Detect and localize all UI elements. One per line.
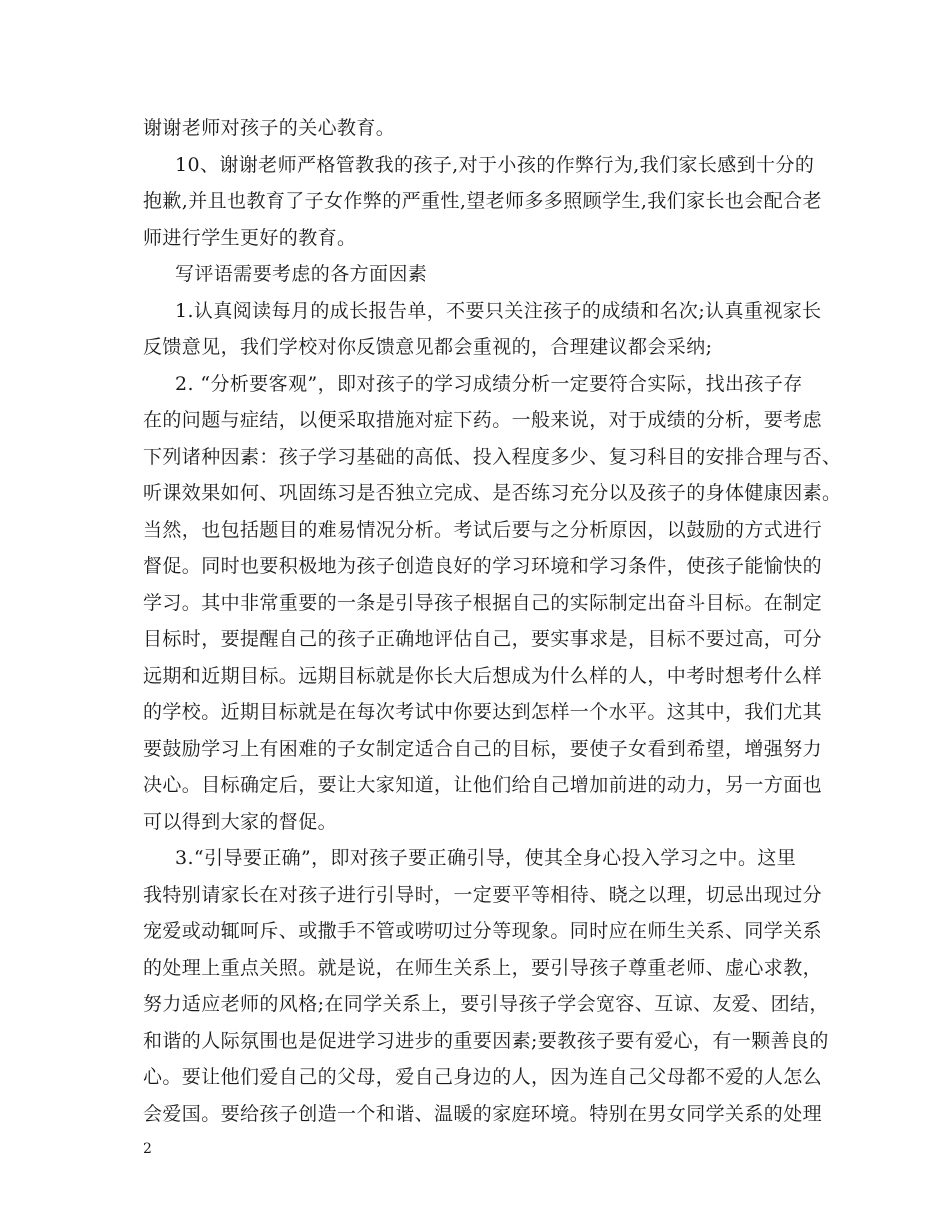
text-line: 3.“引导要正确”，即对孩子要正确引导，使其全身心投入学习之中。这里 <box>175 847 797 869</box>
text-line: 我特别请家长在对孩子进行引导时，一定要平等相待、晓之以理，切忌出现过分 <box>143 884 823 906</box>
text-line: 督促。同时也要积极地为孩子创造良好的学习环境和学习条件，使孩子能愉快的 <box>143 555 823 577</box>
text-line: 远期和近期目标。远期目标就是你长大后想成为什么样的人，中考时想考什么样 <box>143 665 823 687</box>
text-line: 可以得到大家的督促。 <box>143 811 338 833</box>
text-line: 当然，也包括题目的难易情况分析。考试后要与之分析原因，以鼓励的方式进行 <box>143 519 823 541</box>
text-line: 学习。其中非常重要的一条是引导孩子根据自己的实际制定出奋斗目标。在制定 <box>143 592 823 614</box>
text-line: 努力适应老师的风格;在同学关系上，要引导孩子学会宽容、互谅、友爱、团结， <box>143 993 829 1015</box>
text-line: 谢谢老师对孩子的关心教育。 <box>143 117 396 139</box>
text-line: 师进行学生更好的教育。 <box>143 227 357 249</box>
text-line: 1.认真阅读每月的成长报告单，不要只关注孩子的成绩和名次;认真重视家长 <box>175 300 822 322</box>
text-line: 的学校。近期目标就是在每次考试中你要达到怎样一个水平。这其中，我们尤其 <box>143 701 823 723</box>
text-line: 10、谢谢老师严格管教我的孩子,对于小孩的作弊行为,我们家长感到十分的 <box>175 154 815 176</box>
text-line: 要鼓励学习上有困难的子女制定适合自己的目标，要使子女看到希望，增强努力 <box>143 738 823 760</box>
text-line: 目标时，要提醒自己的孩子正确地评估自己，要实事求是，目标不要过高，可分 <box>143 628 823 650</box>
text-line: 反馈意见，我们学校对你反馈意见都会重视的，合理建议都会采纳; <box>143 336 713 358</box>
text-line: 和谐的人际氛围也是促进学习进步的重要因素;要教孩子要有爱心，有一颗善良的 <box>143 1030 829 1052</box>
text-line: 会爱国。要给孩子创造一个和谐、温暖的家庭环境。特别在男女同学关系的处理 <box>143 1103 823 1125</box>
text-line: 决心。目标确定后，要让大家知道，让他们给自己增加前进的动力，另一方面也 <box>143 774 823 796</box>
text-line: 下列诸种因素：孩子学习基础的高低、投入程度多少、复习科目的安排合理与否、 <box>143 446 842 468</box>
text-line: 的处理上重点关照。就是说，在师生关系上，要引导孩子尊重老师、虚心求教， <box>143 957 823 979</box>
text-line: 宠爱或动辄呵斥、或撒手不管或唠叨过分等现象。同时应在师生关系、同学关系 <box>143 920 823 942</box>
section-heading: 写评语需要考虑的各方面因素 <box>175 263 428 285</box>
text-line: 心。要让他们爱自己的父母，爱自己身边的人，因为连自己父母都不爱的人怎么 <box>143 1066 823 1088</box>
text-line: 2. “分析要客观”，即对孩子的学习成绩分析一定要符合实际，找出孩子存 <box>175 373 803 395</box>
text-line: 在的问题与症结，以便采取措施对症下药。一般来说，对于成绩的分析，要考虑 <box>143 409 823 431</box>
text-line: 抱歉,并且也教育了子女作弊的严重性,望老师多多照顾学生,我们家长也会配合老 <box>143 190 822 212</box>
page-number: 2 <box>143 1141 152 1157</box>
text-line: 听课效果如何、巩固练习是否独立完成、是否练习充分以及孩子的身体健康因素。 <box>143 482 842 504</box>
